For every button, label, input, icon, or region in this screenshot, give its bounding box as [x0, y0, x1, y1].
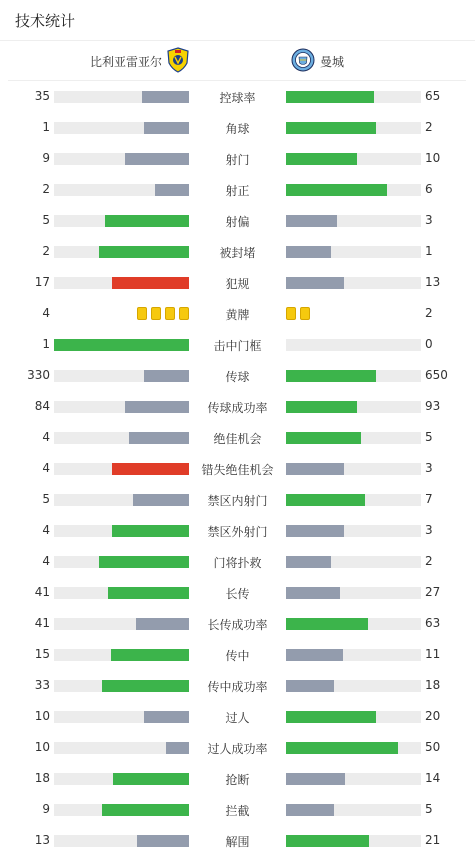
home-stat-bar — [54, 215, 189, 227]
away-stat-bar-fill — [286, 215, 337, 227]
home-stat-bar — [54, 463, 189, 475]
home-stat-bar — [54, 618, 189, 630]
away-stat-value: 14 — [425, 771, 441, 785]
home-stat-value: 41 — [34, 616, 50, 630]
away-stat-value: 20 — [425, 709, 441, 723]
away-stat-value: 3 — [425, 213, 433, 227]
stat-label: 被封堵 — [219, 246, 256, 260]
away-stat-value: 65 — [425, 89, 441, 103]
stat-row — [0, 794, 475, 825]
stat-label: 过人成功率 — [207, 742, 268, 756]
stat-label: 禁区外射门 — [207, 525, 268, 539]
home-stat-value: 5 — [42, 492, 50, 506]
home-stat-bar-fill — [102, 680, 189, 692]
home-stat-bar-fill — [166, 742, 189, 754]
yellow-card-icon — [137, 307, 147, 320]
away-stat-bar — [286, 370, 421, 382]
away-stat-bar — [286, 804, 421, 816]
away-stat-bar-fill — [286, 649, 343, 661]
stat-row — [0, 329, 475, 360]
stat-label: 角球 — [225, 122, 250, 136]
home-stat-bar-fill — [137, 835, 189, 847]
home-stat-bar — [54, 401, 189, 413]
mancity-crest-icon[interactable] — [291, 48, 315, 72]
home-stat-value: 84 — [34, 399, 50, 413]
away-stat-bar-fill — [286, 432, 361, 444]
home-stat-value: 330 — [27, 368, 50, 382]
home-stat-value: 5 — [42, 213, 50, 227]
home-stat-bar — [54, 277, 189, 289]
stat-label: 击中门框 — [213, 339, 262, 353]
yellow-card-icon — [165, 307, 175, 320]
away-stat-value: 3 — [425, 523, 433, 537]
away-stat-value: 2 — [425, 306, 433, 320]
away-stat-bar — [286, 184, 421, 196]
home-stat-bar-fill — [112, 463, 189, 475]
stat-label: 射正 — [225, 184, 250, 198]
home-stat-value: 10 — [34, 740, 50, 754]
stat-label: 射门 — [225, 153, 250, 167]
stat-label: 控球率 — [219, 91, 256, 105]
stat-row — [0, 112, 475, 143]
away-stat-value: 21 — [425, 833, 441, 847]
stat-row — [0, 205, 475, 236]
home-stat-bar-fill — [144, 711, 189, 723]
stat-label: 抢断 — [225, 773, 250, 787]
away-stat-bar — [286, 401, 421, 413]
home-stat-value: 33 — [34, 678, 50, 692]
away-stat-bar-fill — [286, 91, 374, 103]
home-stat-value: 15 — [34, 647, 50, 661]
home-stat-bar — [54, 742, 189, 754]
away-stat-value: 7 — [425, 492, 433, 506]
home-stat-value: 18 — [34, 771, 50, 785]
away-stat-bar-fill — [286, 525, 344, 537]
yellow-card-icon — [286, 307, 296, 320]
teams-row — [8, 46, 466, 81]
home-team-name[interactable]: 比利亚雷亚尔 — [90, 55, 163, 69]
stat-label: 禁区内射门 — [207, 494, 268, 508]
home-stat-bar — [54, 122, 189, 134]
away-stat-value: 63 — [425, 616, 441, 630]
away-stat-value: 93 — [425, 399, 441, 413]
away-stat-bar-fill — [286, 742, 398, 754]
away-stat-bar — [286, 618, 421, 630]
stat-row — [0, 236, 475, 267]
away-stat-bar-fill — [286, 122, 376, 134]
away-stat-bar-fill — [286, 277, 344, 289]
home-stat-bar — [54, 153, 189, 165]
stat-row — [0, 422, 475, 453]
home-stat-bar — [54, 494, 189, 506]
stat-label: 拦截 — [225, 804, 250, 818]
home-stat-bar-fill — [142, 91, 189, 103]
away-stat-bar — [286, 432, 421, 444]
away-stat-value: 10 — [425, 151, 441, 165]
stat-label: 门将扑救 — [213, 556, 262, 570]
home-stat-bar-fill — [54, 339, 189, 351]
home-stat-bar-fill — [112, 525, 189, 537]
stat-row — [0, 732, 475, 763]
home-stat-bar — [54, 184, 189, 196]
stat-row — [0, 701, 475, 732]
stat-label: 绝佳机会 — [213, 432, 262, 446]
away-team-name[interactable]: 曼城 — [320, 55, 345, 69]
stat-label: 射偏 — [225, 215, 250, 229]
away-stat-bar-fill — [286, 773, 345, 785]
stat-row — [0, 81, 475, 112]
stat-row — [0, 484, 475, 515]
away-stat-value: 5 — [425, 430, 433, 444]
away-stat-value: 6 — [425, 182, 433, 196]
home-stat-bar-fill — [144, 370, 189, 382]
away-stat-bar — [286, 649, 421, 661]
home-stat-bar-fill — [99, 246, 189, 258]
home-stat-bar-fill — [155, 184, 189, 196]
away-stat-value: 2 — [425, 120, 433, 134]
home-stat-bar-fill — [113, 773, 189, 785]
away-stat-bar — [286, 835, 421, 847]
home-stat-value: 9 — [42, 151, 50, 165]
stat-row — [0, 608, 475, 639]
stat-row — [0, 267, 475, 298]
home-stat-bar-fill — [144, 122, 189, 134]
home-stat-value: 13 — [34, 833, 50, 847]
stat-label: 传球成功率 — [207, 401, 268, 415]
home-stat-bar — [54, 773, 189, 785]
away-stat-bar — [286, 122, 421, 134]
away-stat-bar-fill — [286, 680, 334, 692]
home-stat-bar — [54, 525, 189, 537]
away-stat-value: 50 — [425, 740, 441, 754]
yellow-card-icon — [151, 307, 161, 320]
home-stat-bar-fill — [129, 432, 189, 444]
away-stat-bar-fill — [286, 494, 365, 506]
away-stat-bar — [286, 339, 421, 351]
home-stat-bar — [54, 649, 189, 661]
away-stat-bar-fill — [286, 835, 369, 847]
stat-row — [0, 298, 475, 329]
stat-label: 长传 — [225, 587, 250, 601]
home-stat-bar-fill — [125, 401, 189, 413]
away-stat-bar-fill — [286, 804, 334, 816]
home-stat-bar — [54, 711, 189, 723]
away-stat-bar — [286, 91, 421, 103]
stat-row — [0, 360, 475, 391]
home-stat-value: 4 — [42, 523, 50, 537]
stat-row — [0, 391, 475, 422]
stat-label: 传球 — [225, 370, 250, 384]
stat-label: 传中成功率 — [207, 680, 268, 694]
page-title: 技术统计 — [15, 12, 76, 30]
away-stat-bar — [286, 556, 421, 568]
away-stat-bar-fill — [286, 246, 331, 258]
home-stat-bar — [54, 680, 189, 692]
home-stat-value: 4 — [42, 461, 50, 475]
stat-row — [0, 174, 475, 205]
away-stat-bar-fill — [286, 711, 376, 723]
stat-row — [0, 763, 475, 794]
home-stat-value: 10 — [34, 709, 50, 723]
home-stat-bar — [54, 432, 189, 444]
away-stat-bar-fill — [286, 618, 368, 630]
away-stat-bar — [286, 587, 421, 599]
away-stat-value: 13 — [425, 275, 441, 289]
home-stat-bar-fill — [105, 215, 189, 227]
away-stat-value: 11 — [425, 647, 441, 661]
home-stat-bar — [54, 339, 189, 351]
away-stat-value: 2 — [425, 554, 433, 568]
stat-row — [0, 546, 475, 577]
away-stat-bar — [286, 246, 421, 258]
away-stat-bar — [286, 215, 421, 227]
away-stat-value: 3 — [425, 461, 433, 475]
stat-row — [0, 143, 475, 174]
away-stat-bar — [286, 773, 421, 785]
stat-label: 错失绝佳机会 — [201, 463, 274, 477]
home-stat-bar-fill — [108, 587, 189, 599]
home-stat-bar — [54, 91, 189, 103]
stat-row — [0, 515, 475, 546]
home-stat-bar — [54, 556, 189, 568]
home-stat-bar-fill — [111, 649, 189, 661]
away-stat-bar-fill — [286, 370, 376, 382]
stat-label: 解围 — [225, 835, 250, 849]
home-stat-bar-fill — [102, 804, 189, 816]
stat-row — [0, 453, 475, 484]
away-stat-bar — [286, 742, 421, 754]
home-stat-bar — [54, 587, 189, 599]
home-stat-value: 4 — [42, 554, 50, 568]
home-stat-value: 17 — [34, 275, 50, 289]
home-stat-value: 1 — [42, 120, 50, 134]
stat-row — [0, 639, 475, 670]
away-stat-bar — [286, 525, 421, 537]
stats-list — [0, 81, 475, 856]
home-stat-value: 41 — [34, 585, 50, 599]
home-stat-value: 4 — [42, 430, 50, 444]
yellow-card-icon — [300, 307, 310, 320]
home-stat-bar-fill — [125, 153, 189, 165]
stat-label: 犯规 — [225, 277, 250, 291]
stat-label: 黄牌 — [225, 308, 250, 322]
away-stat-bar — [286, 711, 421, 723]
stat-label: 长传成功率 — [207, 618, 268, 632]
home-yellow-cards — [137, 307, 189, 321]
home-stat-value: 2 — [42, 244, 50, 258]
home-stat-value: 35 — [34, 89, 50, 103]
away-stat-bar-fill — [286, 463, 344, 475]
stat-label: 过人 — [225, 711, 250, 725]
away-stat-bar — [286, 277, 421, 289]
stats-header — [0, 0, 475, 41]
away-stat-value: 1 — [425, 244, 433, 258]
stat-label: 传中 — [225, 649, 250, 663]
home-stat-value: 4 — [42, 306, 50, 320]
home-stat-bar-fill — [133, 494, 189, 506]
away-yellow-cards — [286, 307, 310, 321]
yellow-card-icon — [179, 307, 189, 320]
home-stat-bar-fill — [112, 277, 189, 289]
away-stat-bar — [286, 494, 421, 506]
villarreal-crest-icon[interactable] — [166, 47, 190, 73]
away-stat-bar — [286, 153, 421, 165]
stat-row — [0, 825, 475, 856]
home-stat-bar-fill — [136, 618, 189, 630]
away-stat-bar-fill — [286, 556, 331, 568]
stat-row — [0, 577, 475, 608]
away-stat-value: 18 — [425, 678, 441, 692]
home-stat-value: 9 — [42, 802, 50, 816]
home-stat-bar — [54, 370, 189, 382]
stat-row — [0, 670, 475, 701]
away-stat-value: 0 — [425, 337, 433, 351]
home-stat-bar-fill — [99, 556, 189, 568]
home-stat-bar — [54, 246, 189, 258]
away-stat-bar-fill — [286, 153, 357, 165]
away-stat-value: 5 — [425, 802, 433, 816]
home-stat-bar — [54, 804, 189, 816]
home-stat-bar — [54, 835, 189, 847]
away-stat-bar — [286, 463, 421, 475]
away-stat-value: 27 — [425, 585, 441, 599]
home-stat-value: 1 — [42, 337, 50, 351]
away-stat-bar-fill — [286, 401, 357, 413]
away-stat-value: 650 — [425, 368, 448, 382]
away-stat-bar-fill — [286, 587, 340, 599]
away-stat-bar-fill — [286, 184, 387, 196]
away-stat-bar — [286, 680, 421, 692]
home-stat-value: 2 — [42, 182, 50, 196]
